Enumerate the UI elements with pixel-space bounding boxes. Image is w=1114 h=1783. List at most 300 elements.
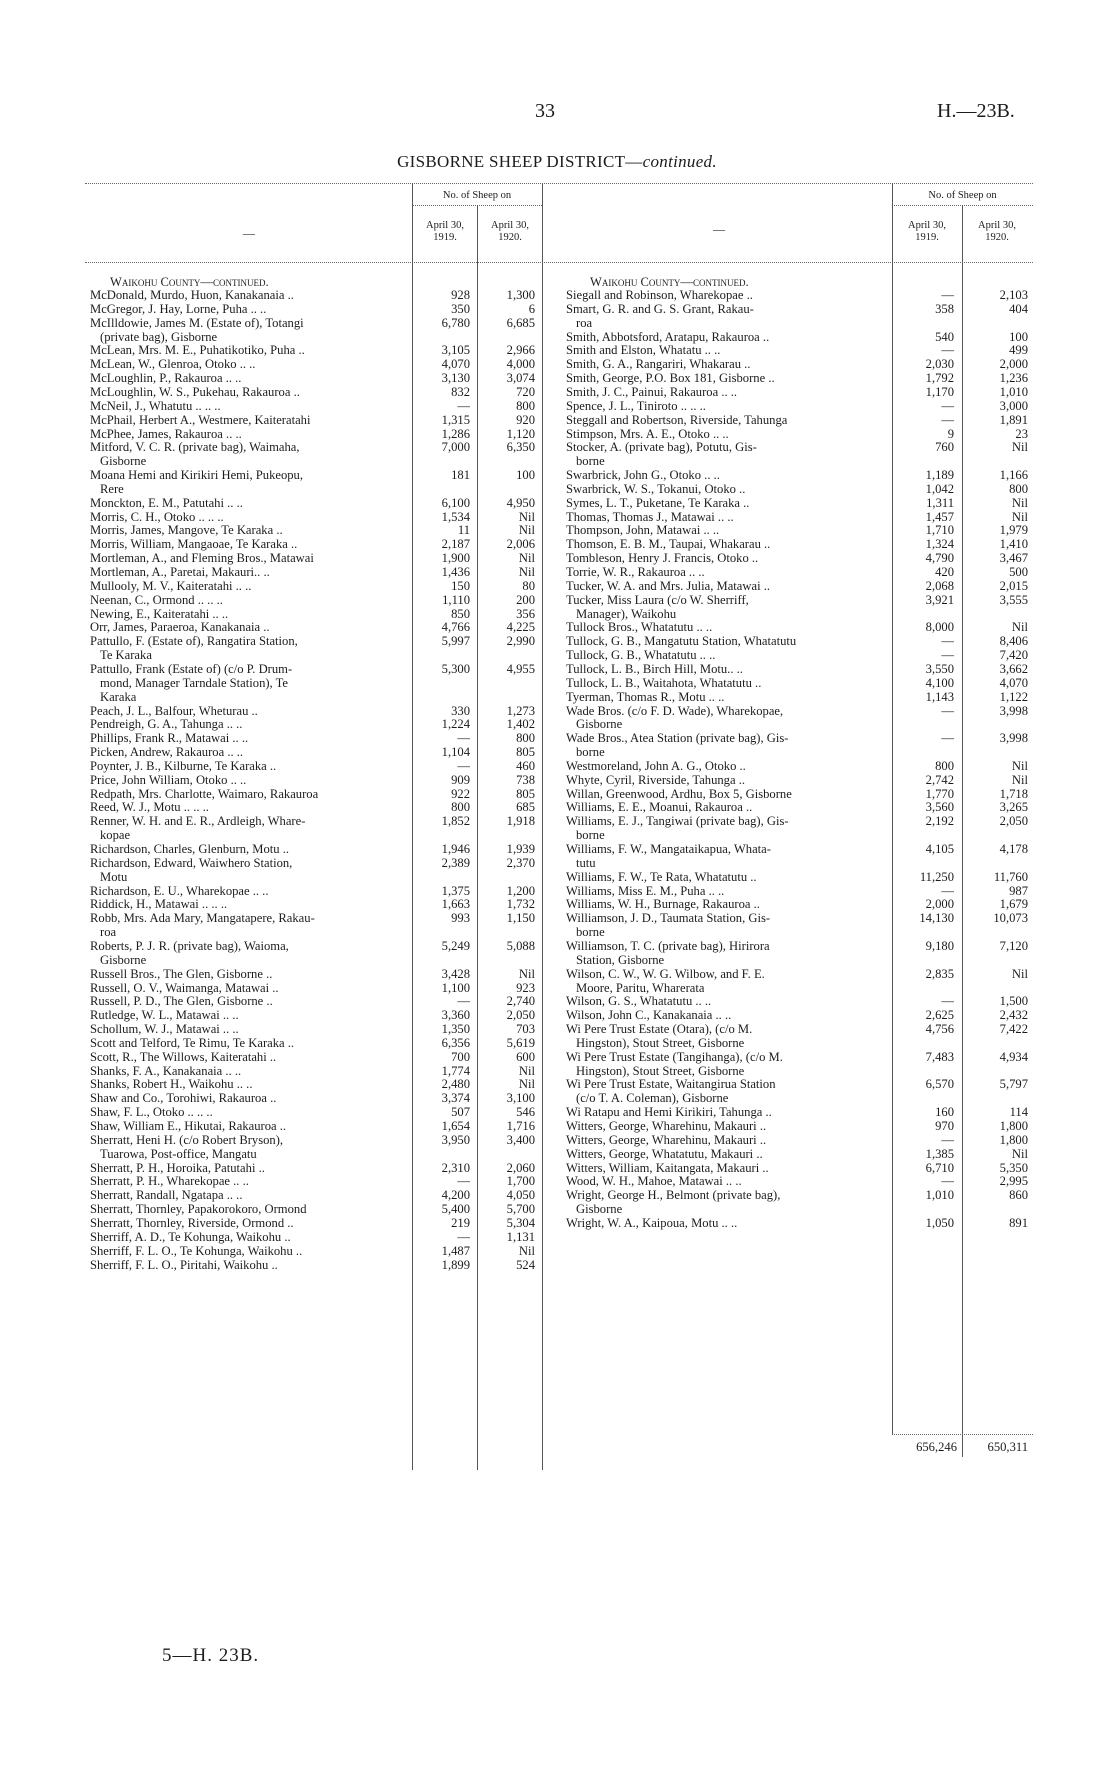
table-row [566,511,1028,524]
sheep-1919: 4,766 [441,620,470,635]
table-row [90,885,535,898]
sheep-1920: 200 [516,592,535,607]
sheep-1920: 923 [516,980,535,995]
table-row [566,774,1028,787]
table-row [566,898,1028,911]
table-row [90,1162,535,1175]
owner-name: Tucker, Miss Laura (c/o W. Sherriff, [566,593,749,607]
table-row [566,580,1028,593]
table-row [90,829,535,842]
table-row [90,926,535,939]
sheep-1920: 1,122 [999,689,1028,704]
sheep-1920: 356 [516,606,535,621]
sheep-1920: 1,410 [999,537,1028,552]
table-row [566,1175,1028,1188]
owner-name: Tullock, G. B., Whatatutu .. .. [566,649,716,663]
owner-name: Robb, Mrs. Ada Mary, Mangatapere, Rakau- [90,912,315,926]
owner-name: Williams, F. W., Te Rata, Whatatutu .. [566,870,757,884]
table-row [566,995,1028,1008]
table-row [90,815,535,828]
sheep-1920: 703 [516,1022,535,1037]
table-row [566,1189,1028,1202]
owner-name: Tombleson, Henry J. Francis, Otoko .. [566,552,759,566]
owner-name: Witters, George, Wharehinu, Makauri .. [566,1120,767,1133]
sheep-1920: 7,120 [999,938,1028,953]
table-row [566,885,1028,898]
owner-name: Tullock, L. B., Birch Hill, Motu.. .. [566,662,743,676]
sheep-1919: 350 [451,301,470,316]
sheep-1920: 1,200 [506,883,535,898]
sheep-1920: 1,166 [999,468,1028,483]
owner-name: Russell, P. D., The Glen, Gisborne .. [90,995,273,1009]
table-row [90,691,535,704]
table-row [90,441,535,454]
right-county-heading: Waikohu County—continued. [590,275,749,289]
table-row [566,289,1028,302]
owner-name: Williamson, T. C. (private bag), Hirirora [566,939,770,953]
table-row [90,1175,535,1188]
sheep-1920: 5,700 [506,1202,535,1217]
table-row [90,1148,535,1161]
sheep-1919: 1,534 [441,509,470,524]
table-row [566,954,1028,967]
owner-name: McLean, W., Glenroa, Otoko .. .. [90,358,256,372]
table-row [566,552,1028,565]
sheep-1919: — [941,1174,954,1189]
sheep-1920: Nil [1011,509,1028,524]
owner-name: Witters, William, Kaitangata, Makauri .. [566,1161,769,1175]
owner-name: Williamson, J. D., Taumata Station, Gis- [566,912,771,926]
owner-name: Sherratt, P. H., Wharekopae .. .. [90,1175,249,1189]
owner-name: Sherratt, Thornley, Papakorokoro, Ormond [90,1203,307,1217]
table-row [90,497,535,510]
table-row [90,968,535,981]
owner-name: Morris, William, Mangaoae, Te Karaka .. [90,538,298,552]
owner-name: Wilson, C. W., W. G. Wilbow, and F. E. [566,967,765,981]
sheep-1919: 2,000 [925,897,954,912]
sheep-1920: 3,265 [999,800,1028,815]
sheep-1920: 10,073 [993,911,1028,926]
sheep-1919: 1,774 [441,1063,470,1078]
owner-name: Gisborne [100,455,147,469]
sheep-1919: 700 [451,1049,470,1064]
sheep-1920: 100 [1009,329,1028,344]
sheep-1919: 3,550 [925,661,954,676]
sheep-1920: 1,800 [999,1132,1028,1147]
owner-name: Wright, George H., Belmont (private bag), [566,1189,781,1203]
owner-name: Sherriff, F. L. O., Te Kohunga, Waikohu .. [90,1244,303,1258]
sheep-1920: 3,467 [999,551,1028,566]
owner-name: Price, John William, Otoko .. .. [90,773,247,787]
sheep-1919: 1,170 [925,384,954,399]
sheep-1920: 404 [1009,301,1028,316]
sheep-1919: 181 [451,468,470,483]
owner-name: Wi Ratapu and Hemi Kirikiri, Tahunga .. [566,1106,772,1120]
sheep-1919: 3,374 [441,1091,470,1106]
table-row [90,580,535,593]
table-row [566,926,1028,939]
owner-name: Karaka [100,690,137,704]
sheep-1919: 1,900 [441,551,470,566]
sheep-1920: 3,998 [999,703,1028,718]
table-row [566,455,1028,468]
sheep-1920: 600 [516,1049,535,1064]
owner-name: Manager), Waikohu [576,607,677,621]
sheep-1919: — [941,288,954,302]
sheep-1920: Nil [1011,495,1028,510]
owner-name: Sherratt, Thornley, Riverside, Ormond .. [90,1216,294,1230]
owner-name: Richardson, Edward, Waiwhero Station, [90,856,293,870]
sheep-1920: 114 [1009,1105,1028,1120]
sheep-1919: 6,780 [441,315,470,330]
sheep-1920: 4,225 [506,620,535,635]
owner-name: McDonald, Murdo, Huon, Kanakanaia .. [90,289,294,302]
owner-name: Mullooly, M. V., Kaiteratahi .. .. [90,579,252,593]
table-row [90,1120,535,1133]
table-row [566,1009,1028,1022]
owner-name: Schollum, W. J., Matawai .. .. [90,1023,239,1037]
owner-name: Wade Bros., Atea Station (private bag), Gis- [566,732,789,746]
owner-name: borne [576,455,605,469]
sheep-1919: 832 [451,384,470,399]
table-row [90,552,535,565]
sheep-1920: Nil [518,1063,535,1078]
sheep-1919: — [457,1174,470,1189]
owner-name: Smith, G. A., Rangariri, Whakarau .. [566,358,751,372]
owner-name: tutu [576,856,596,870]
totals-rule [892,1434,1033,1435]
sheep-1920: 1,236 [999,371,1028,386]
table-row [90,594,535,607]
sheep-1919: 1,050 [925,1215,954,1230]
sheep-1920: 2,432 [999,1008,1028,1023]
sheep-1919: 219 [451,1215,470,1230]
sheep-1920: 5,304 [506,1215,535,1230]
owner-name: Sherratt, Heni H. (c/o Robert Bryson), [90,1133,284,1147]
sheep-1919: 1,487 [441,1243,470,1258]
sheep-1920: 1,939 [506,842,535,856]
right-name-header-dash: — [713,222,725,236]
sheep-1920: 1,679 [999,897,1028,912]
sheep-1919: 1,042 [925,481,954,496]
owner-name: Swarbrick, W. S., Tokanui, Otoko .. [566,482,746,496]
sheep-1920: 7,422 [999,1022,1028,1037]
table-row [566,940,1028,953]
sheep-1919: 850 [451,606,470,621]
sheep-1920: Nil [518,509,535,524]
sheep-1919: 909 [451,772,470,787]
owner-name: McIlldowie, James M. (Estate of), Totangi [90,316,304,330]
table-row [566,1037,1028,1050]
sheep-1920: 1,273 [506,703,535,718]
sheep-1919: 9 [947,426,954,441]
table-row [566,621,1028,634]
sheep-1919: — [941,994,954,1009]
sheep-1919: 2,625 [925,1008,954,1023]
owner-name: Pendreigh, G. A., Tahunga .. .. [90,718,243,732]
left-col-1919: April 30, 1919. [426,220,464,243]
sheep-1920: 685 [516,800,535,815]
table-row [566,968,1028,981]
owner-name: Thomas, Thomas J., Matawai .. .. [566,510,734,524]
sheep-1920: 800 [1009,481,1028,496]
owner-name: Pattullo, Frank (Estate of) (c/o P. Drum- [90,662,293,676]
table-row [566,608,1028,621]
owner-name: (c/o T. A. Coleman), Gisborne [576,1092,729,1106]
table-row [90,912,535,925]
sheep-1919: — [941,731,954,746]
sheep-1920: 2,050 [999,814,1028,829]
table-row [90,774,535,787]
table-row [566,1217,1028,1230]
sheep-1920: 3,555 [999,592,1028,607]
owner-name: Whyte, Cyril, Riverside, Tahunga .. [566,773,746,787]
sheep-1920: 6 [528,301,535,316]
sheep-1919: 1,110 [442,592,470,607]
sheep-1920: Nil [518,551,535,566]
owner-name: Sherriff, A. D., Te Kohunga, Waikohu .. [90,1230,291,1244]
sheep-1920: 3,998 [999,731,1028,746]
sheep-1919: 5,400 [441,1202,470,1217]
sheep-1920: 5,619 [506,1035,535,1050]
owner-name: Richardson, E. U., Wharekopae .. .. [90,884,269,898]
table-row [90,317,535,330]
sheep-1920: Nil [1011,758,1028,773]
table-row [90,400,535,413]
owner-name: Williams, Miss E. M., Puha .. .. [566,884,725,898]
owner-name: Renner, W. H. and E. R., Ardleigh, Whare- [90,815,306,829]
owner-name: McNeil, J., Whatutu .. .. .. [90,399,221,413]
sheep-1920: 5,797 [999,1077,1028,1092]
sheep-1919: 1,792 [925,371,954,386]
owner-name: Smart, G. R. and G. S. Grant, Rakau- [566,302,754,316]
owner-name: Gisborne [100,953,147,967]
sheep-1920: 524 [516,1257,535,1272]
sheep-1919: 4,756 [925,1022,954,1037]
owner-name: Siegall and Robinson, Wharekopae .. [566,289,753,302]
sheep-1920: 2,103 [999,288,1028,302]
table-row [566,497,1028,510]
sheep-1919: 6,356 [441,1035,470,1050]
table-row [90,898,535,911]
sheep-1920: 4,070 [999,675,1028,690]
sheep-1920: 3,000 [999,398,1028,413]
table-row [566,1078,1028,1091]
owner-name: Moana Hemi and Kirikiri Hemi, Pukeopu, [90,469,304,483]
sheep-1919: — [941,703,954,718]
table-row [566,912,1028,925]
table-row [566,428,1028,441]
sheep-1919: 1,946 [441,842,470,856]
table-row [566,1162,1028,1175]
sheep-1920: 1,732 [506,897,535,912]
table-row [90,331,535,344]
sheep-1920: 500 [1009,565,1028,579]
sheep-1919: 3,130 [441,371,470,386]
sheep-1920: 720 [516,384,535,399]
sheep-1919: 8,000 [925,620,954,635]
table-row [90,1078,535,1091]
sheep-1920: 80 [522,578,535,593]
title-main: GISBORNE SHEEP DISTRICT— [397,152,643,171]
sheep-1919: 11 [457,523,470,538]
table-row [566,663,1028,676]
table-row [90,1037,535,1050]
owner-name: Scott and Telford, Te Rimu, Te Karaka .. [90,1036,295,1050]
sheep-1919: 160 [935,1105,954,1120]
sheep-1919: 1,010 [925,1188,954,1203]
owner-name: Shanks, Robert H., Waikohu .. .. [90,1078,253,1092]
table-row [90,1106,535,1119]
table-row [566,1148,1028,1161]
sheep-1920: 2,000 [999,357,1028,372]
table-row [90,705,535,718]
sheep-1920: 6,685 [506,315,535,330]
owner-name: Monckton, E. M., Patutahi .. .. [90,496,243,510]
sheep-1919: 4,200 [441,1188,470,1203]
sheep-1920: 4,955 [506,661,535,676]
owner-name: roa [576,316,593,330]
sheep-1919: 1,663 [441,897,470,912]
sheep-1920: 1,402 [506,717,535,732]
sheep-1920: 805 [516,786,535,801]
table-row [566,635,1028,648]
owner-name: McPhail, Herbert A., Westmere, Kaiteratahi [90,413,311,427]
table-row [90,732,535,745]
table-row [566,358,1028,371]
sheep-1920: 805 [516,745,535,760]
table-row [90,1245,535,1258]
table-row [90,621,535,634]
table-header-rule [85,262,1033,263]
sheep-1919: 6,100 [441,495,470,510]
table-row [90,940,535,953]
sheep-1919: 2,389 [441,855,470,870]
table-row [90,1051,535,1064]
sheep-1919: 993 [451,911,470,926]
owner-name: Gisborne [576,1203,623,1217]
sheep-1919: — [941,398,954,413]
table-row [90,1065,535,1078]
sheep-1919: 6,570 [925,1077,954,1092]
sheep-1919: 3,921 [925,592,954,607]
sheep-1920: Nil [518,523,535,538]
table-row [566,317,1028,330]
sheep-1919: 3,360 [441,1008,470,1023]
owner-name: Spence, J. L., Tiniroto .. .. .. [566,399,706,413]
sheep-1920: Nil [518,1243,535,1258]
sheep-1920: 1,800 [999,1119,1028,1133]
sheep-1919: 150 [451,578,470,593]
table-row [90,566,535,579]
sheep-1919: 3,950 [441,1132,470,1147]
owner-name: Steggall and Robertson, Riverside, Tahunga [566,413,788,427]
owner-name: Williams, E. J., Tangiwai (private bag), Gis- [566,815,789,829]
table-row [90,871,535,884]
sheep-1920: 3,400 [506,1132,535,1147]
table-row [90,344,535,357]
sheep-1919: 5,249 [441,938,470,953]
sheep-1919: 2,835 [925,966,954,981]
table-row [90,524,535,537]
sheep-1920: 2,966 [506,343,535,358]
sheep-1919: 1,350 [441,1022,470,1037]
table-row [566,469,1028,482]
owner-name: Orr, James, Paraeroa, Kanakanaia .. [90,621,270,635]
sheep-1919: 1,375 [441,883,470,898]
owner-name: Hingston), Stout Street, Gisborne [576,1036,745,1050]
sheep-1920: 4,178 [999,842,1028,856]
sheep-1919: 1,654 [441,1119,470,1133]
sheep-1920: 1,500 [999,994,1028,1009]
sheep-1920: 1,150 [506,911,535,926]
table-row [566,538,1028,551]
table-row [90,483,535,496]
table-row [566,483,1028,496]
left-name-header-dash: — [243,226,255,240]
sheep-1920: 8,406 [999,634,1028,649]
sheep-1920: 3,100 [506,1091,535,1106]
table-row [566,344,1028,357]
owner-name: Wilson, G. S., Whatatutu .. .. [566,995,712,1009]
sheep-1920: 1,979 [999,523,1028,538]
table-row [566,594,1028,607]
table-row [566,1051,1028,1064]
owner-name: McLoughlin, W. S., Pukehau, Rakauroa .. [90,385,300,399]
owner-name: kopae [100,829,131,843]
table-row [566,857,1028,870]
sheep-1919: 11,250 [919,869,954,884]
sheep-1919: 800 [935,758,954,773]
owner-name: McGregor, J. Hay, Lorne, Puha .. .. [90,302,267,316]
owner-name: Sherratt, P. H., Horoika, Patutahi .. [90,1161,265,1175]
sheep-1919: 5,997 [441,634,470,649]
table-row [566,400,1028,413]
sheep-1920: 4,950 [506,495,535,510]
table-top-rule [85,183,1033,184]
table-row [566,788,1028,801]
owner-name: Wade Bros. (c/o F. D. Wade), Wharekopae, [566,704,784,718]
table-row [90,372,535,385]
sheep-1920: 23 [1015,426,1028,441]
sheep-1920: 800 [516,731,535,746]
sheep-1919: — [457,994,470,1009]
owner-name: Thompson, John, Matawai .. .. [566,524,720,538]
owner-name: roa [100,926,117,940]
sheep-1920: 987 [1009,883,1028,898]
owner-name: Wi Pere Trust Estate, Waitangirua Station [566,1078,776,1092]
owner-name: Witters, George, Whatatutu, Makauri .. [566,1147,763,1161]
sheep-1920: 11,760 [993,869,1028,884]
sheep-1919: 1,436 [441,565,470,579]
table-row [90,1134,535,1147]
sheep-1920: 920 [516,412,535,427]
owner-name: Russell Bros., The Glen, Gisborne .. [90,967,273,981]
owner-name: Roberts, P. J. R. (private bag), Waioma, [90,939,289,953]
sheep-1919: 1,143 [925,689,954,704]
table-row [90,1189,535,1202]
owner-name: Smith, J. C., Painui, Rakauroa .. .. [566,385,738,399]
table-row [566,815,1028,828]
table-row [90,857,535,870]
sheep-1920: 1,891 [999,412,1028,427]
sheep-1919: 1,286 [441,426,470,441]
sheep-1919: 1,770 [925,786,954,801]
sheep-1919: 1,100 [441,980,470,995]
table-row [90,982,535,995]
sheep-1919: 970 [935,1119,954,1133]
right-sheep-header: No. of Sheep on [928,190,997,201]
